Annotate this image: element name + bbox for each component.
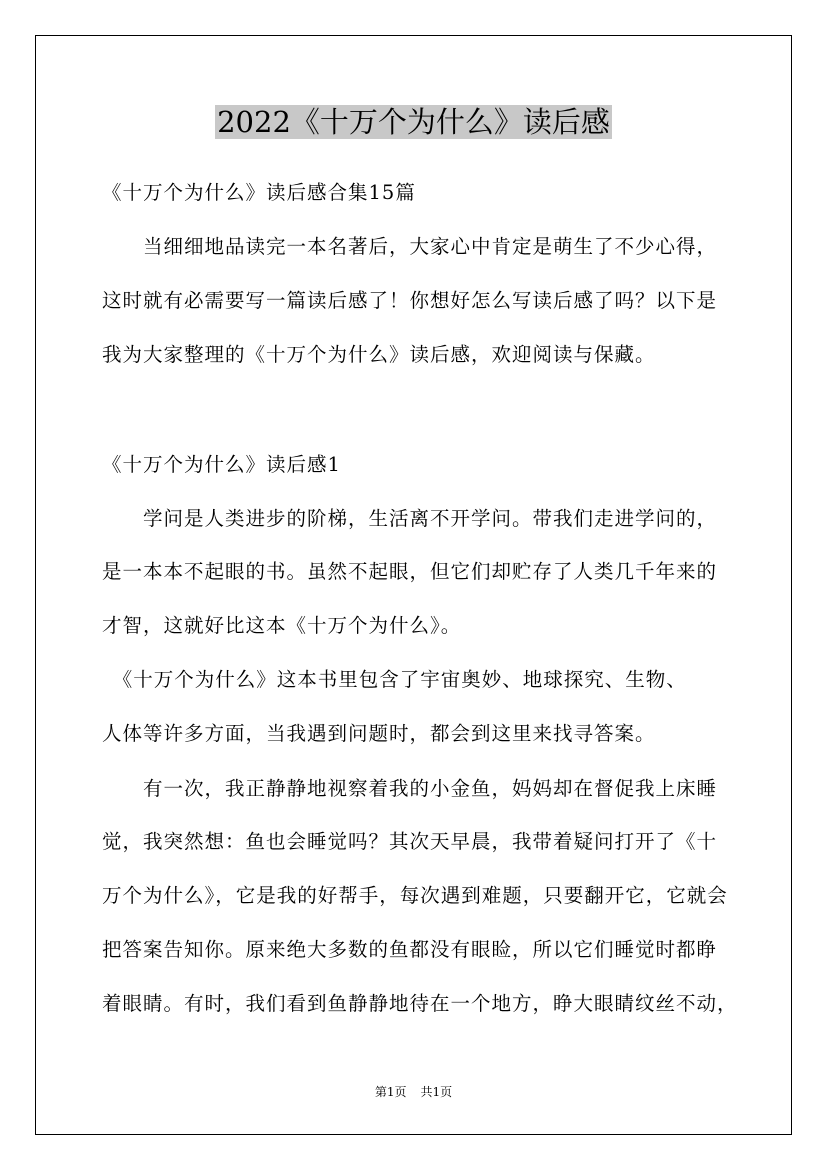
paragraph-line: 当细细地品读完一本名著后，大家心中肯定是萌生了不少心得， xyxy=(102,235,718,258)
paragraph-line: 万个为什么》，它是我的好帮手，每次遇到难题，只要翻开它，它就会 xyxy=(102,884,728,907)
page-total: 共1页 xyxy=(420,1085,453,1099)
paragraph-line: 把答案告知你。原来绝大多数的鱼都没有眼睑，所以它们睡觉时都睁 xyxy=(102,938,718,961)
page-number: 第1页 xyxy=(374,1085,407,1099)
section-heading: 《十万个为什么》读后感1 xyxy=(102,453,341,476)
document-title xyxy=(0,100,827,144)
paragraph-line: 人体等许多方面，当我遇到问题时，都会到这里来找寻答案。 xyxy=(102,722,656,745)
subtitle-line: 《十万个为什么》读后感合集15篇 xyxy=(102,181,416,204)
paragraph-line: 我为大家整理的《十万个为什么》读后感，欢迎阅读与保藏。 xyxy=(102,343,656,366)
paragraph-line: 学问是人类进步的阶梯，生活离不开学问。带我们走进学问的， xyxy=(102,507,718,530)
paragraph-line: 是一本本不起眼的书。虽然不起眼，但它们却贮存了人类几千年来的 xyxy=(102,560,718,583)
paragraph-line: 《十万个为什么》这本书里包含了宇宙奥妙、地球探究、生物、 xyxy=(102,668,687,691)
page-footer xyxy=(0,1084,827,1100)
paragraph-line: 觉，我突然想：鱼也会睡觉吗？其次天早晨，我带着疑问打开了《十 xyxy=(102,830,718,853)
paragraph-line: 有一次，我正静静地视察着我的小金鱼，妈妈却在督促我上床睡 xyxy=(102,777,718,800)
paragraph-line: 着眼睛。有时，我们看到鱼静静地待在一个地方，睁大眼睛纹丝不动， xyxy=(102,992,738,1015)
paragraph-line: 才智，这就好比这本《十万个为什么》。 xyxy=(102,614,462,637)
paragraph-line: 这时就有必需要写一篇读后感了！你想好怎么写读后感了吗？以下是 xyxy=(102,289,718,312)
title-text: 2022《十万个为什么》读后感 xyxy=(217,105,610,139)
